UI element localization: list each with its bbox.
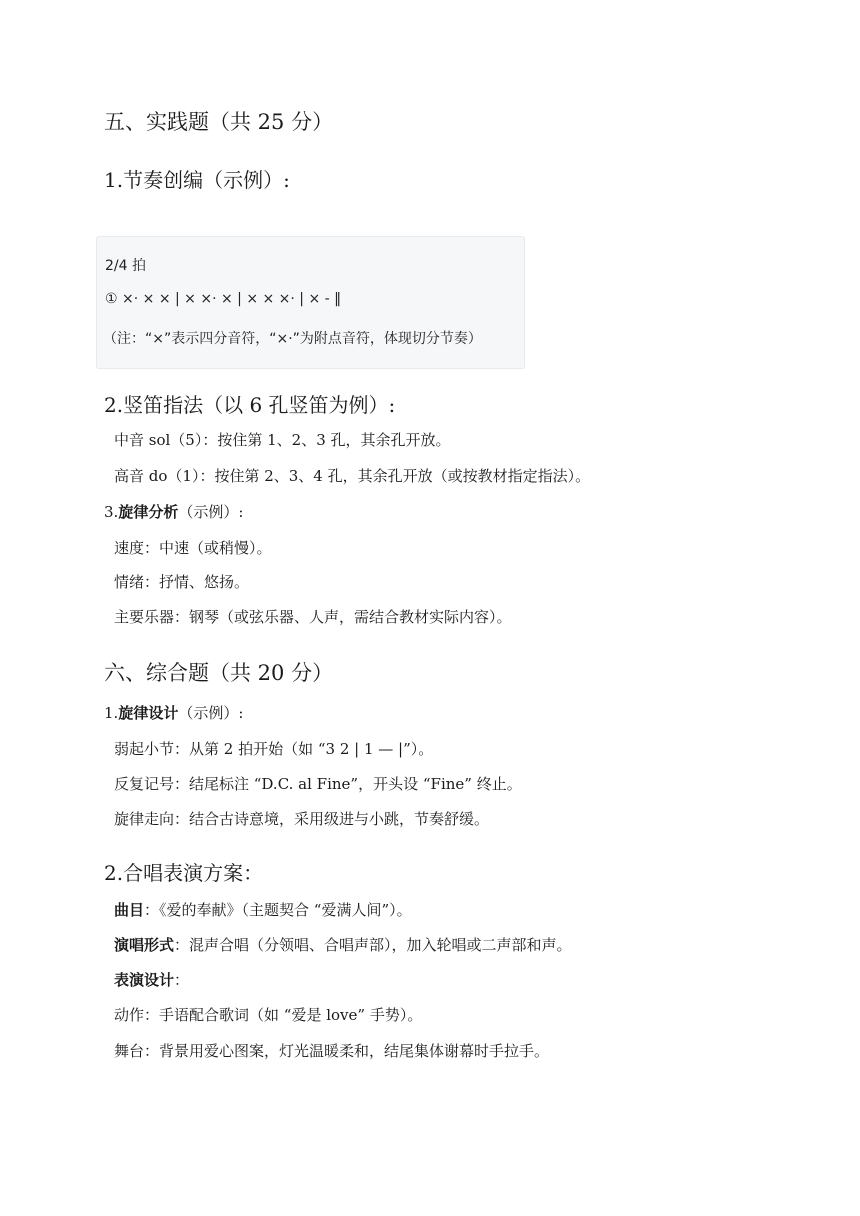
question-2-title: 2.竖笛指法（以 6 孔竖笛为例）: <box>104 393 396 417</box>
plan-stage: 舞台：背景用爱心图案，灯光温暖柔和，结尾集体谢幕时手拉手。 <box>114 1042 550 1060</box>
section-title-practice: 五、实践题（共 25 分） <box>104 110 334 134</box>
fingering-do: 高音 do（1）：按住第 2、3、4 孔，其余孔开放（或按教材指定指法）。 <box>114 467 591 485</box>
analysis-tempo: 速度：中速（或稍慢）。 <box>114 539 272 557</box>
rhythm-line: ① ×· × × | × ×· × | × × ×· | × - ‖ <box>105 291 342 307</box>
plan-song: 曲目：《爱的奉献》（主题契合 “爱满人间”）。 <box>114 901 412 919</box>
section-title-comprehensive: 六、综合题（共 20 分） <box>104 661 334 685</box>
analysis-mood: 情绪：抒情、悠扬。 <box>114 573 250 591</box>
time-signature: 2/4 拍 <box>105 258 146 274</box>
design-direction: 旋律走向：结合古诗意境，采用级进与小跳，节奏舒缓。 <box>114 810 490 828</box>
plan-design: 表演设计： <box>114 971 190 989</box>
plan-form: 演唱形式：混声合唱（分领唱、合唱声部），加入轮唱或二声部和声。 <box>114 936 572 954</box>
design-anacrusis: 弱起小节：从第 2 拍开始（如 “3 2 | 1 — |”）。 <box>114 740 434 758</box>
question-3-title: 3.旋律分析（示例）: <box>104 503 244 521</box>
code-block <box>96 236 525 369</box>
fingering-sol: 中音 sol（5）：按住第 1、2、3 孔，其余孔开放。 <box>114 431 451 449</box>
question-1-title: 1.节奏创编（示例）: <box>104 168 290 192</box>
comp-question-1-title: 1.旋律设计（示例）: <box>104 704 244 722</box>
design-repeat: 反复记号：结尾标注 “D.C. al Fine”，开头设 “Fine” 终止。 <box>114 775 522 793</box>
plan-action: 动作：手语配合歌词（如 “爱是 love” 手势）。 <box>114 1006 423 1024</box>
rhythm-note: （注：“×”表示四分音符，“×·”为附点音符，体现切分节奏） <box>103 331 482 347</box>
comp-question-2-title: 2.合唱表演方案： <box>104 861 264 885</box>
analysis-instrument: 主要乐器：钢琴（或弦乐器、人声，需结合教材实际内容）。 <box>114 608 512 626</box>
